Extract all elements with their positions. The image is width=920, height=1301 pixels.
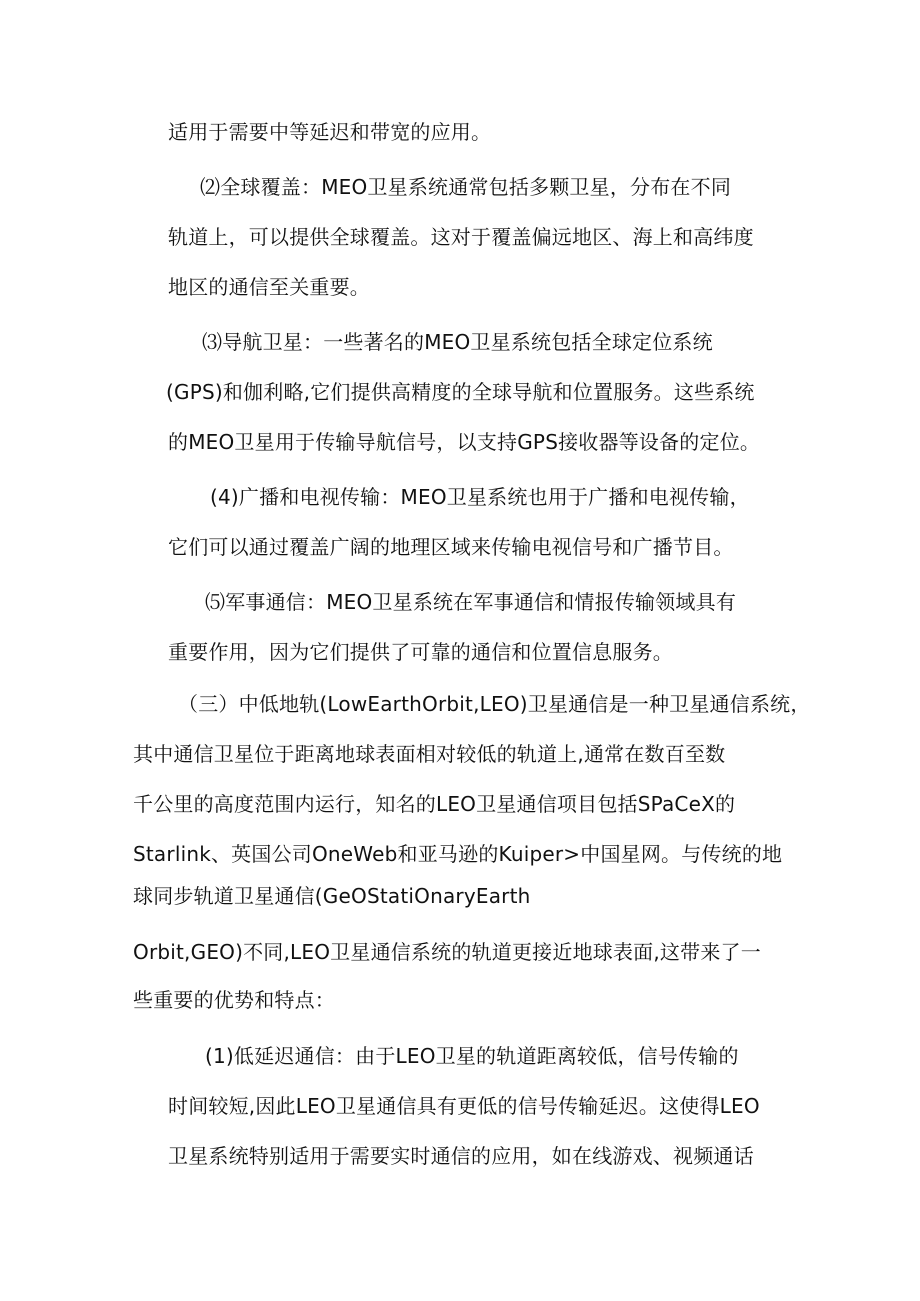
text-line: Orbit,GEO)不同,LEO卫星通信系统的轨道更接近地球表面,这带来了一 [133,940,761,964]
text-line: 地区的通信至关重要。 [168,275,370,299]
text-line: 重要作用，因为它们提供了可靠的通信和位置信息服务。 [168,640,673,664]
text-line: 时间较短,因此LEO卫星通信具有更低的信号传输延迟。这使得LEO [168,1094,760,1118]
text-line: ⑵全球覆盖：MEO卫星系统通常包括多颗卫星，分布在不同 [200,175,732,199]
text-line: 些重要的优势和特点： [133,988,335,1012]
text-line: ⑸军事通信：MEO卫星系统在军事通信和情报传输领域具有 [205,590,737,614]
text-line: 其中通信卫星位于距离地球表面相对较低的轨道上,通常在数百至数 [133,742,726,766]
text-line: 卫星系统特别适用于需要实时通信的应用，如在线游戏、视频通话 [168,1144,754,1168]
text-line: (4)广播和电视传输：MEO卫星系统也用于广播和电视传输， [210,485,750,509]
text-line: 适用于需要中等延迟和带宽的应用。 [168,120,492,144]
text-line: (GPS)和伽利略,它们提供高精度的全球导航和位置服务。这些系统 [166,380,755,404]
text-line: (1)低延迟通信：由于LEO卫星的轨道距离较低，信号传输的 [205,1044,739,1068]
text-line: 球同步轨道卫星通信(GeOStatiOnaryEarth [133,884,531,908]
text-line: 轨道上，可以提供全球覆盖。这对于覆盖偏远地区、海上和高纬度 [168,225,754,249]
text-line: ⑶导航卫星：一些著名的MEO卫星系统包括全球定位系统 [202,330,713,354]
text-line: 千公里的高度范围内运行，知名的LEO卫星通信项目包括SPaCeX的 [133,792,736,816]
text-line: Starlink、英国公司OneWeb和亚马逊的Kuiper>中国星网。与传统的地 [133,842,783,866]
section-heading-line: （三）中低地轨(LowEarthOrbit,LEO)卫星通信是一种卫星通信系统， [178,692,811,716]
text-line: 它们可以通过覆盖广阔的地理区域来传输电视信号和广播节目。 [168,535,734,559]
text-line: 的MEO卫星用于传输导航信号，以支持GPS接收器等设备的定位。 [168,430,761,454]
